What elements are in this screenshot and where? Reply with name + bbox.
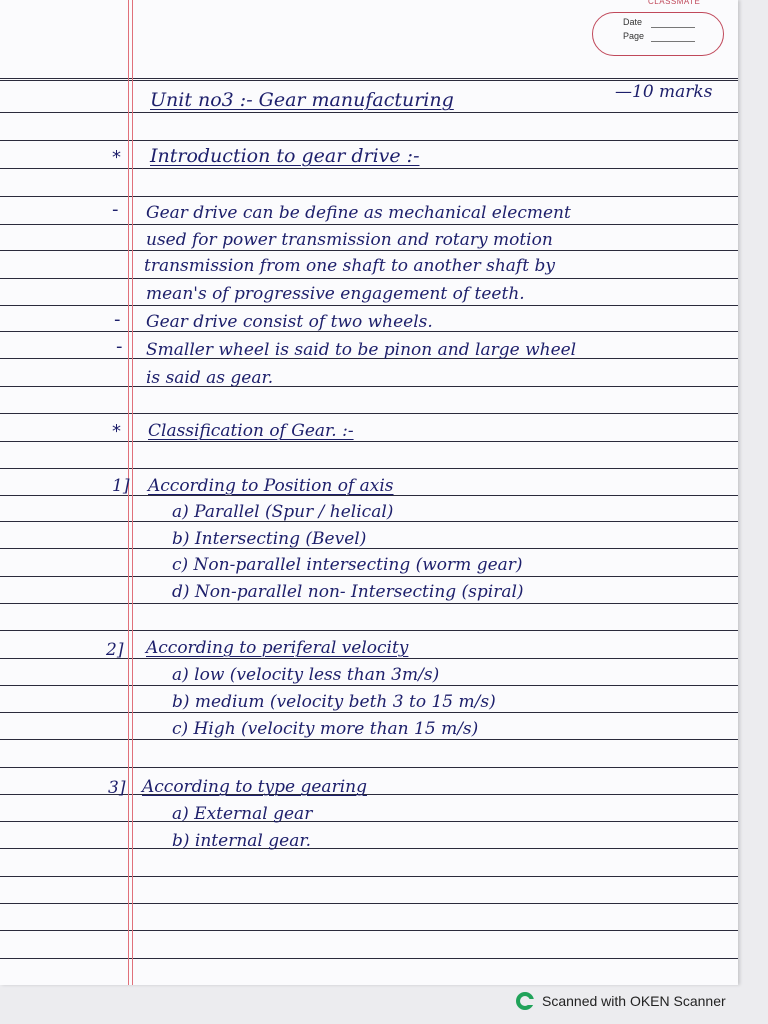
dash-marker: - xyxy=(116,336,123,357)
section-one-heading: According to Position of axis xyxy=(148,476,394,496)
page-rule xyxy=(651,41,695,42)
marks-note: —10 marks xyxy=(615,82,713,102)
point-three-line-1: Smaller wheel is said to be pinon and large wheel xyxy=(146,340,577,360)
point-two: Gear drive consist of two wheels. xyxy=(146,312,433,332)
section-two-heading: According to periferal velocity xyxy=(146,638,409,658)
intro-line-4: mean's of progressive engagement of teeth. xyxy=(146,284,525,304)
scanner-watermark xyxy=(516,990,726,1012)
section-three-item-b: b) internal gear. xyxy=(172,831,311,851)
section-two-item-b: b) medium (velocity beth 3 to 15 m/s) xyxy=(172,692,496,712)
date-page-box xyxy=(592,12,724,56)
intro-line-3: transmission from one shaft to another shaft by xyxy=(144,256,555,276)
section-one-item-a: a) Parallel (Spur / helical) xyxy=(172,502,394,522)
page-label: Page xyxy=(623,31,645,41)
section-two-number: 2] xyxy=(106,640,124,660)
section-three-item-a: a) External gear xyxy=(172,804,313,824)
notebook-brand: CLASSMATE xyxy=(648,0,701,6)
intro-line-2: used for power transmission and rotary motion xyxy=(146,230,553,250)
date-rule xyxy=(651,27,695,28)
intro-heading: Introduction to gear drive :- xyxy=(150,145,420,167)
section-three-number: 3] xyxy=(108,778,126,798)
section-one-number: 1] xyxy=(112,476,130,496)
date-label: Date xyxy=(623,17,643,27)
scanner-text: Scanned with OKEN Scanner xyxy=(542,993,726,1009)
unit-title: Unit no3 :- Gear manufacturing xyxy=(150,89,454,111)
intro-line-1: Gear drive can be define as mechanical elecment xyxy=(146,203,571,223)
oken-scanner-logo-icon xyxy=(516,992,534,1010)
section-one-item-b: b) Intersecting (Bevel) xyxy=(172,529,367,549)
dash-marker: - xyxy=(114,309,121,330)
classification-bullet: * xyxy=(112,421,121,442)
section-one-item-c: c) Non-parallel intersecting (worm gear) xyxy=(172,555,523,575)
classification-heading: Classification of Gear. :- xyxy=(148,421,354,441)
section-one-item-d: d) Non-parallel non- Intersecting (spiral) xyxy=(172,582,524,602)
section-three-heading: According to type gearing xyxy=(142,777,367,797)
point-three-line-2: is said as gear. xyxy=(146,368,274,388)
section-two-item-a: a) low (velocity less than 3m/s) xyxy=(172,665,440,685)
section-two-item-c: c) High (velocity more than 15 m/s) xyxy=(172,719,479,739)
intro-bullet: * xyxy=(112,147,121,168)
dash-marker: - xyxy=(112,199,119,220)
margin-line xyxy=(132,0,133,985)
